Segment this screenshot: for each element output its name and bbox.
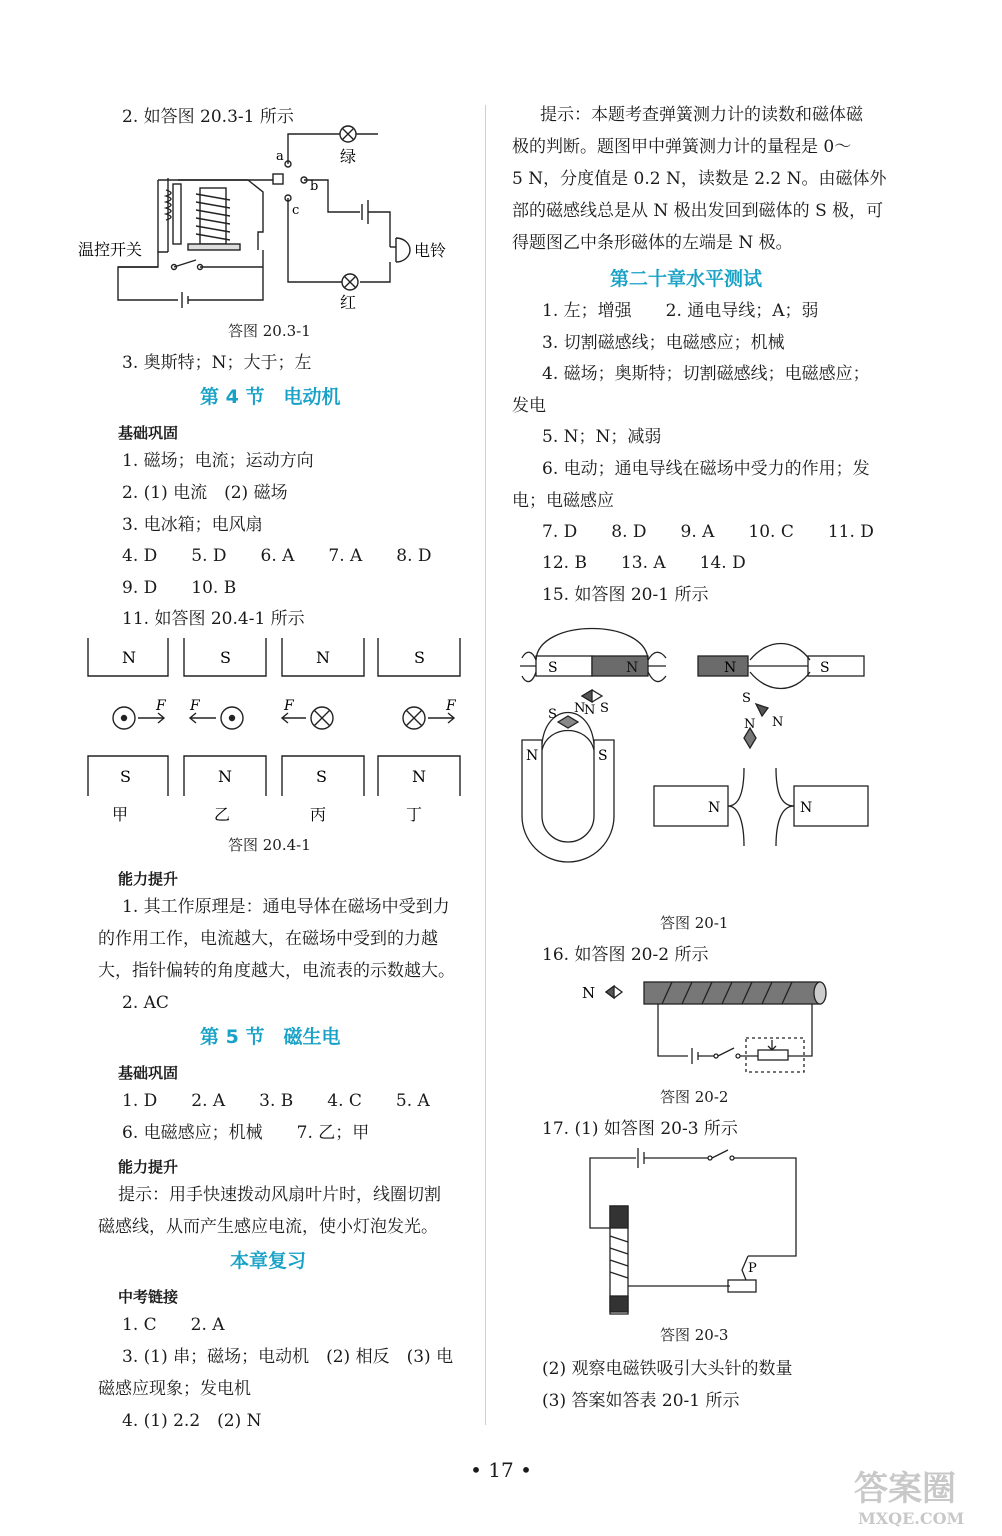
pole-label: S — [600, 701, 609, 716]
answer-line: 4. D 5. D 6. A 7. A 8. D — [122, 546, 432, 566]
section-title: 本章复习 — [230, 1250, 307, 1272]
figure-caption: 答图 20.4-1 — [228, 836, 311, 854]
pole-label: N — [626, 660, 639, 676]
answer-line: 2. (1) 电流 (2) 磁场 — [122, 483, 288, 503]
pole-label: S — [820, 660, 830, 676]
pole-label: N — [800, 800, 813, 816]
watermark-cn: 答案圈 — [854, 1469, 956, 1509]
answer-line: 电；电磁感应 — [512, 491, 614, 511]
hint-line: 5 N，分度值是 0.2 N，读数是 2.2 N。由磁体外 — [512, 169, 887, 189]
answer-line: 1. D 2. A 3. B 4. C 5. A — [122, 1091, 430, 1111]
pole-label: N — [584, 703, 596, 718]
hint-line: 部的磁感线总是从 N 极出发回到磁体的 S 极，可 — [512, 201, 884, 221]
column-divider — [485, 105, 486, 1425]
red-lamp-label: 红 — [340, 293, 357, 312]
answer-line: 发电 — [512, 396, 546, 416]
electromagnet-circuit-diagram — [582, 1146, 832, 1316]
answer-line: 2. AC — [122, 993, 169, 1013]
answer-line: 的作用工作，电流越大，在磁场中受到的力越 — [98, 929, 438, 949]
answer-line: 12. B 13. A 14. D — [542, 553, 746, 573]
slider-label: P — [748, 1261, 757, 1276]
watermark-logo — [848, 1460, 988, 1530]
pole-label: S — [742, 691, 751, 706]
answer-line: 9. D 10. B — [122, 578, 237, 598]
contact-a-label: a — [276, 149, 284, 164]
case-label: 乙 — [214, 805, 231, 824]
pole-label: N — [772, 715, 784, 730]
pole-label: N — [744, 717, 756, 732]
pole-label: S — [120, 767, 131, 786]
answer-line: 3. 切割磁感线；电磁感应；机械 — [542, 333, 785, 353]
answer-line: 提示：用手快速拨动风扇叶片时，线圈切割 — [118, 1185, 441, 1205]
pole-label: S — [414, 648, 425, 667]
watermark-en: MXQE.COM — [858, 1509, 965, 1528]
bell-label: 电铃 — [414, 241, 447, 260]
pole-label: N — [526, 748, 539, 764]
answer-line: 6. 电磁感应；机械 7. 乙；甲 — [122, 1123, 370, 1143]
answer-line: 4. (1) 2.2 (2) N — [122, 1411, 262, 1431]
case-label: 丙 — [310, 805, 327, 824]
pole-label: S — [220, 648, 231, 667]
pole-label: S — [598, 748, 608, 764]
case-label: 甲 — [112, 805, 129, 824]
page-number: • 17 • — [470, 1458, 532, 1482]
page-number-value: 17 — [488, 1458, 514, 1482]
hint-line: 提示：本题考查弹簧测力计的读数和磁体磁 — [540, 105, 863, 125]
pole-label: N — [708, 800, 721, 816]
case-label: 丁 — [406, 805, 423, 824]
subsection-heading: 中考链接 — [118, 1288, 179, 1306]
pole-label: S — [316, 767, 327, 786]
figure-caption: 答图 20.3-1 — [228, 322, 311, 340]
subsection-heading: 基础巩固 — [118, 424, 179, 442]
answer-line: 3. (1) 串；磁场；电动机 (2) 相反 (3) 电 — [122, 1347, 454, 1367]
answer-line: 磁感线，从而产生感应电流，使小灯泡发光。 — [98, 1217, 438, 1237]
subsection-heading: 基础巩固 — [118, 1064, 179, 1082]
answer-line: 1. 其工作原理是：通电导体在磁场中受到力 — [122, 897, 450, 917]
answer-line: (3) 答案如答表 20-1 所示 — [542, 1391, 740, 1411]
pole-label: S — [548, 707, 557, 722]
answer-line: 5. N；N；减弱 — [542, 427, 662, 447]
answer-line: 17. (1) 如答图 20-3 所示 — [542, 1119, 738, 1139]
solenoid-diagram — [582, 978, 862, 1078]
contact-c-label: c — [292, 203, 300, 218]
force-label: F — [284, 698, 294, 714]
answer-line: 1. 磁场；电流；运动方向 — [122, 451, 314, 471]
answer-line: 6. 电动；通电导线在磁场中受力的作用；发 — [542, 459, 870, 479]
answer-3: 3. 奥斯特；N；大于；左 — [122, 353, 312, 373]
answer-line: 磁感应现象；发电机 — [98, 1379, 251, 1399]
magnetic-field-diagram — [518, 620, 878, 890]
answer-2: 2. 如答图 20.3-1 所示 — [122, 107, 294, 127]
pole-label: N — [122, 648, 136, 667]
force-label: F — [156, 698, 166, 714]
answer-line: 1. C 2. A — [122, 1315, 225, 1335]
subsection-heading: 能力提升 — [118, 1158, 179, 1176]
pole-label: N — [724, 660, 737, 676]
pole-label: N — [582, 984, 596, 1002]
figure-caption: 答图 20-1 — [660, 914, 729, 932]
answer-line: 3. 电冰箱；电风扇 — [122, 515, 263, 535]
green-lamp-label: 绿 — [340, 147, 357, 166]
answer-line: 4. 磁场；奥斯特；切割磁感线；电磁感应； — [542, 364, 870, 384]
figure-caption: 答图 20-2 — [660, 1088, 729, 1106]
section-title: 第二十章水平测试 — [610, 268, 763, 290]
answer-line: (2) 观察电磁铁吸引大头针的数量 — [542, 1359, 793, 1379]
subsection-heading: 能力提升 — [118, 870, 179, 888]
hint-line: 极的判断。题图甲中弹簧测力计的量程是 0～ — [512, 137, 852, 157]
pole-label: N — [316, 648, 330, 667]
answer-line: 16. 如答图 20-2 所示 — [542, 945, 709, 965]
relay-circuit-diagram — [78, 122, 468, 322]
pole-label: N — [574, 701, 586, 716]
answer-line: 1. 左；增强 2. 通电导线；A；弱 — [542, 301, 819, 321]
answer-line: 15. 如答图 20-1 所示 — [542, 585, 709, 605]
section-title: 第 5 节 磁生电 — [200, 1026, 341, 1048]
motor-force-diagram — [86, 638, 466, 828]
section-title: 第 4 节 电动机 — [200, 386, 341, 408]
contact-b-label: b — [310, 179, 319, 194]
figure-caption: 答图 20-3 — [660, 1326, 729, 1344]
force-label: F — [446, 698, 456, 714]
answer-line: 大，指针偏转的角度越大，电流表的示数越大。 — [98, 961, 455, 981]
pole-label: N — [218, 767, 232, 786]
answer-line: 7. D 8. D 9. A 10. C 11. D — [542, 522, 874, 542]
temp-switch-label: 温控开关 — [78, 240, 143, 259]
force-label: F — [190, 698, 200, 714]
pole-label: N — [412, 767, 426, 786]
pole-label: S — [548, 660, 558, 676]
hint-line: 得题图乙中条形磁体的左端是 N 极。 — [512, 233, 793, 253]
answer-line: 11. 如答图 20.4-1 所示 — [122, 609, 305, 629]
